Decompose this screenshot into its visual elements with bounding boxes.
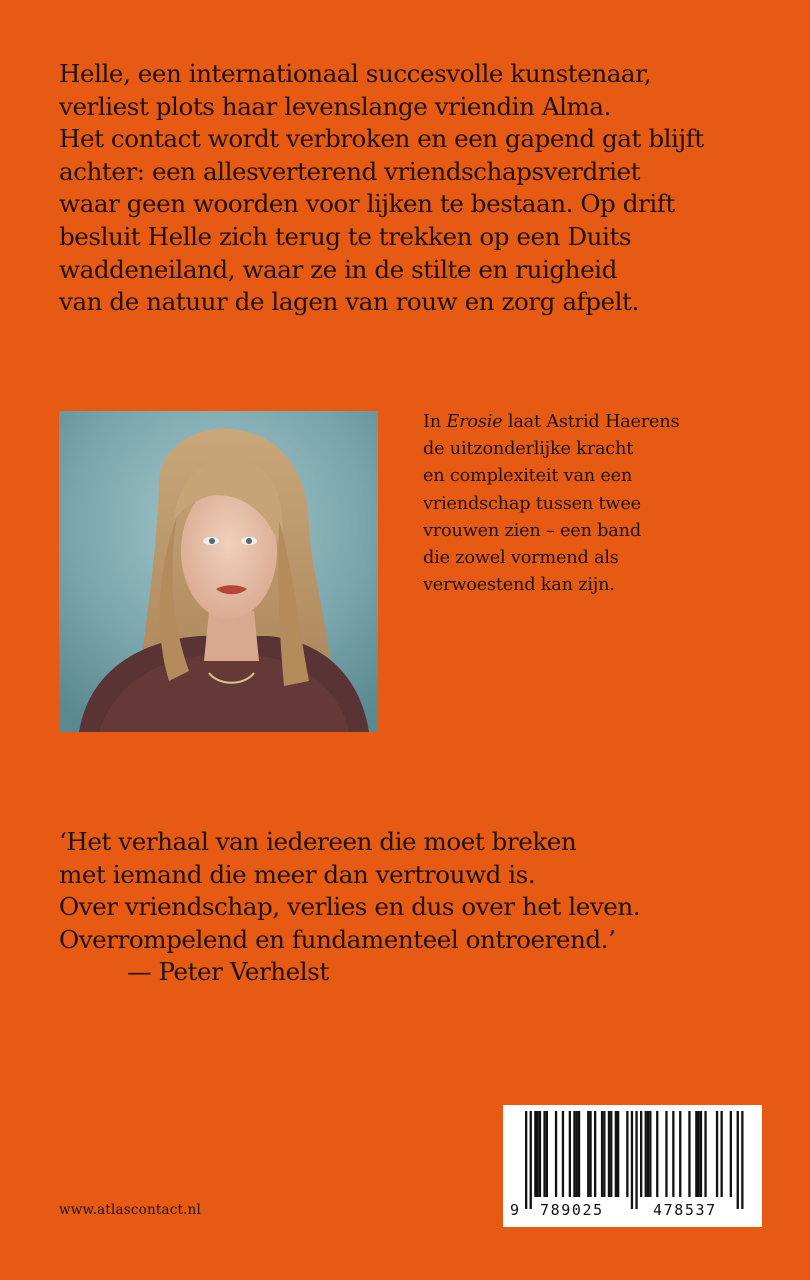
barcode-bar — [700, 1111, 702, 1197]
author-line-prefix: In — [423, 412, 447, 432]
barcode-bar — [594, 1111, 596, 1197]
barcode-bar — [665, 1111, 667, 1197]
barcode-bar — [615, 1111, 617, 1197]
author-description — [423, 409, 763, 599]
blurb-line: van de natuur de lagen van rouw en zorg afpelt. — [59, 287, 639, 317]
barcode-bar — [656, 1111, 658, 1197]
barcode-bar — [573, 1111, 575, 1197]
author-description-line: verwoestend kan zijn. — [423, 575, 615, 596]
barcode-bar — [647, 1111, 649, 1197]
blurb-line: waar geen woorden voor lijken te bestaan. Op drift — [59, 189, 675, 219]
barcode-bar — [543, 1111, 545, 1197]
barcode-digits — [503, 1201, 762, 1223]
barcode-bar — [576, 1111, 578, 1197]
barcode-bar — [569, 1111, 571, 1197]
author-description-line-1 — [423, 409, 763, 436]
author-description-line: vriendschap tussen twee — [423, 493, 641, 514]
quote-line: Overrompelend en fundamenteel ontroerend.’ — [59, 924, 616, 954]
barcode-bar — [534, 1111, 536, 1197]
author-description-line: de uitzonderlijke kracht — [423, 439, 634, 460]
barcode-bar — [649, 1111, 651, 1197]
barcode-bar — [737, 1111, 739, 1209]
quote-line: met iemand die meer dan vertrouwd is. — [59, 859, 536, 889]
blurb-line: achter: een allesverterend vriendschapsverdriet — [59, 156, 641, 186]
barcode-bar — [537, 1111, 539, 1197]
barcode-right-group: 478537 — [653, 1201, 717, 1219]
barcode-bar — [525, 1111, 527, 1209]
barcode-bar — [546, 1111, 548, 1197]
publisher-website: www.atlascontact.nl — [59, 1202, 202, 1218]
barcode-bar — [555, 1111, 557, 1197]
barcode-bar — [587, 1111, 589, 1197]
barcode-bar — [562, 1111, 564, 1197]
barcode-bar — [603, 1111, 605, 1197]
barcode-bar — [698, 1111, 700, 1197]
author-line-suffix: laat Astrid Haerens — [502, 412, 680, 432]
barcode-bar — [721, 1111, 723, 1197]
author-description-line: en complexiteit van een — [423, 466, 633, 487]
book-title: Erosie — [446, 412, 503, 432]
barcode-first-digit: 9 — [510, 1201, 521, 1219]
isbn-barcode — [503, 1105, 762, 1227]
quote-line: ‘Het verhaal van iedereen die moet breken — [59, 827, 577, 856]
blurb-line: verliest plots haar levenslange vriendin Alma. — [59, 91, 612, 121]
author-description-line: die zowel vormend als — [423, 548, 619, 569]
barcode-left-group: 789025 — [540, 1201, 604, 1219]
barcode-bar — [672, 1111, 674, 1197]
barcode-bar — [601, 1111, 603, 1197]
barcode-bar — [617, 1111, 619, 1197]
barcode-bar — [695, 1111, 697, 1197]
author-description-line: vrouwen zien – een band — [423, 520, 641, 541]
barcode-bar — [610, 1111, 612, 1197]
barcode-bar — [626, 1111, 628, 1197]
quote-attribution: — Peter Verhelst — [127, 957, 329, 987]
blurb-line: Helle, een internationaal succesvolle kunstenaar, — [59, 59, 652, 88]
barcode-bar — [589, 1111, 591, 1197]
barcode-bar — [716, 1111, 718, 1197]
barcode-bar — [640, 1111, 642, 1197]
barcode-bar — [688, 1111, 690, 1197]
barcode-bar — [704, 1111, 706, 1197]
blurb-line: Het contact wordt verbroken en een gapend gat blijft — [59, 124, 704, 154]
quote-line: Over vriendschap, verlies en dus over het leven. — [59, 892, 641, 922]
barcode-bar — [608, 1111, 610, 1197]
blurb-line: waddeneiland, waar ze in de stilte en ruigheid — [59, 254, 617, 284]
barcode-bar — [679, 1111, 681, 1197]
barcode-bar — [741, 1111, 743, 1209]
author-photo — [59, 411, 378, 732]
barcode-bar — [631, 1111, 633, 1209]
barcode-bar — [730, 1111, 732, 1197]
barcode-bar — [635, 1111, 637, 1209]
barcode-bar — [645, 1111, 647, 1197]
barcode-bar — [578, 1111, 580, 1197]
barcode-bar — [539, 1111, 541, 1197]
blurb-text — [59, 58, 759, 319]
barcode-bar — [530, 1111, 532, 1209]
blurb-line: besluit Helle zich terug te trekken op een Duits — [59, 221, 632, 251]
review-quote — [59, 826, 759, 989]
